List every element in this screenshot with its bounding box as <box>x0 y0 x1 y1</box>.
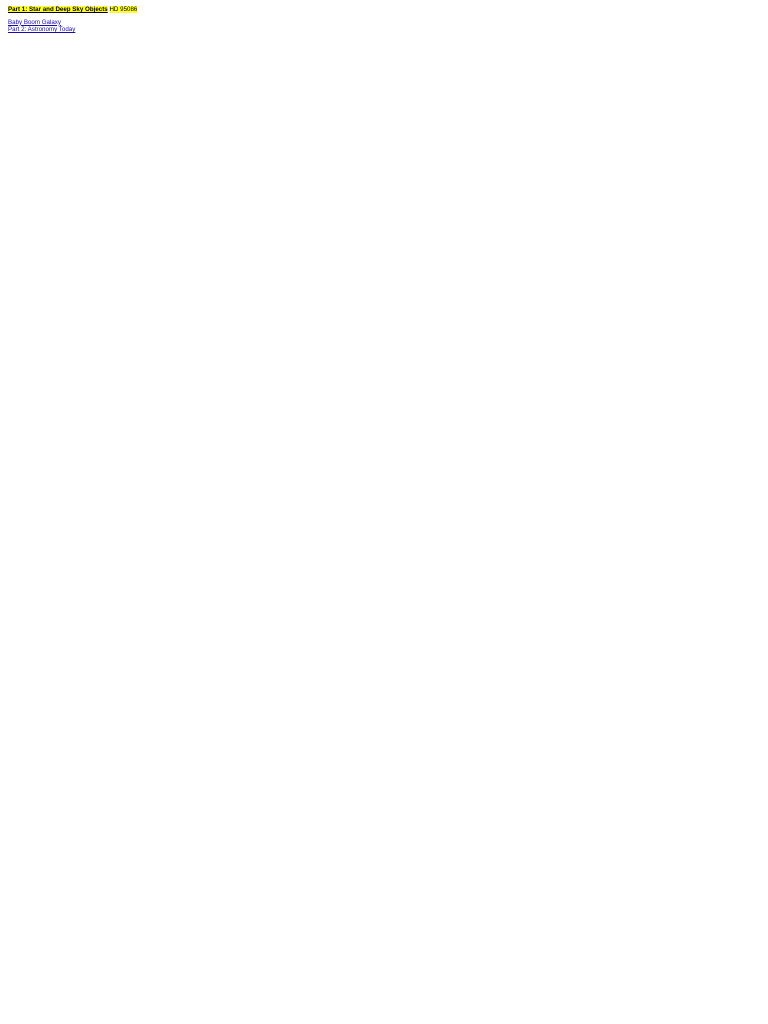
inline-links-line <box>8 26 760 34</box>
document-header-line <box>8 6 760 14</box>
inline-links-line <box>8 19 760 27</box>
section-break <box>8 14 760 17</box>
baby-boom-galaxy-link[interactable]: Baby Boom Galaxy <box>8 18 61 26</box>
body-text-container <box>8 19 760 34</box>
section-heading: Part 1: Star and Deep Sky Objects <box>8 6 108 13</box>
part-2-astronomy-today-link[interactable]: Part 2: Astronomy Today <box>8 26 76 34</box>
first-entry-label: HD 95086 <box>109 6 138 13</box>
